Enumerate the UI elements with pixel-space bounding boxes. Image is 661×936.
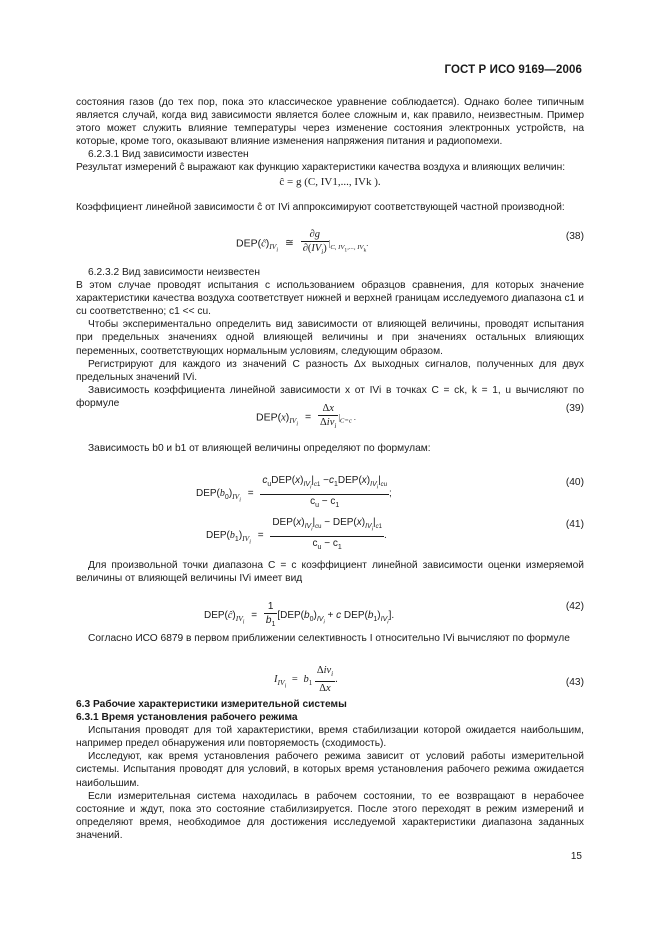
text-block-selectivity [76, 632, 584, 645]
paragraph-reference: В этом случае проводят испытания с использованием образцов сравнения, для которых значение характеристики качества воздуха соответствует нижней и верхней границам исследуемого диапазона c1 и cu соответственно; c1 << cu. [76, 280, 584, 318]
text-block-unknown [76, 266, 584, 410]
heading-6-2-3-1 [76, 148, 584, 161]
equation-38-expr: $DEP(ĉ)_{IV_i}$ ≅ $\frac{\partial g}{\partial(IV_i)}$ $|_{C, IV_1,..., IV_k}$. [236, 229, 369, 257]
text-block-b0b1 [76, 442, 584, 455]
equation-41-number: (41) [565, 519, 584, 530]
heading-6-2-3-2 [76, 266, 584, 279]
equation-40-number: (40) [565, 477, 584, 488]
paragraph-register: Регистрируют для каждого из значений C разность Δx выходных сигналов, полученных для двух предельных значений IVi. [76, 358, 584, 383]
paragraph-if-system: Если измерительная система находилась в рабочем состоянии, то ее возвращают в нерабочее состояние и ждут, пока это состояние стабилизируется. После этого переходят в режим измерений и определяют время, необходимое для достижения исследуемой характеристики диапазона заданных значений. [76, 790, 584, 841]
equation-40-expr: $DEP(b_0)_{IV_i}$ = $\frac{c_uDEP(x)_{IV_i}|_{c1} -c_1DEP(x)_{IV_i}|_{cu}}{c_u - c_1}$ ; [196, 475, 392, 510]
heading-6-2-3-1-text: 6.2.3.1 Вид зависимости известен [88, 149, 249, 161]
equation-39-number: (39) [565, 403, 584, 414]
equation-42-number: (42) [565, 601, 584, 612]
paragraph-selectivity: Согласно ИСО 6879 в первом приближении селективность I относительно IVi вычисляют по формуле [88, 633, 570, 644]
equation-43-expr: $I_{IV_i} = b_1$ $\frac{\Delta iv_i}{\Delta x}$ . [274, 665, 338, 695]
heading-6-3: 6.3 Рабочие характеристики измерительной системы [76, 699, 347, 710]
paragraph-arbitrary: Для произвольной точки диапазона C = c коэффициент линейной зависимости оценки измеряемой величины от влияющей величины IVi имеет вид [76, 560, 584, 585]
equation-function [76, 176, 584, 196]
paragraph-experimental: Чтобы экспериментально определить вид зависимости от влияющей величины, проводят испытания при предельных значениях одной влияющей величины и при значениях остальных влияющих переменных, соответствующих нормальным условиям, следующим образом. [76, 319, 584, 357]
equation-42 [76, 598, 584, 634]
paragraph-result: Результат измерений ĉ выражают как функцию характеристики качества воздуха и влияющих величин: [76, 162, 566, 174]
equation-38 [76, 226, 584, 264]
equation-40 [76, 472, 584, 510]
equation-function-expr: ĉ = g (C, IV1,..., IVk ). [279, 176, 381, 188]
equation-43-number: (43) [565, 677, 584, 688]
heading-6-2-3-2-text: 6.2.3.2 Вид зависимости неизвестен [88, 267, 260, 278]
paragraph-dependence: Зависимость коэффициента линейной зависимости x от IVi в точках C = ck, k = 1, u вычисляют по формуле [76, 384, 584, 409]
equation-38-number: (38) [565, 231, 584, 242]
equation-39-expr: $DEP(x)_{IV_i}$ = $\frac{\Delta x}{\Delta iv_i}$ $|_{C=c}$ . [256, 403, 356, 431]
equation-41 [76, 514, 584, 552]
equation-43 [76, 662, 584, 694]
text-block-coef [76, 201, 584, 214]
paragraph-tests: Испытания проводят для той характеристики, время стабилизации которой ожидается наибольшим, например предел обнаружения или повторяемость (сходимость). [76, 725, 584, 750]
equation-41-expr: $DEP(b_1)_{IV_i}$ = $\frac{DEP(x)_{IV_i}|_{cu} - DEP(x)_{IV_i}|_{c1}}{c_u - c_1}$ . [206, 517, 387, 552]
equation-42-expr: $DEP(ĉ)_{IV_i}$ = $\frac{1}{b_1}$ [$DEP(b_0)_{IV_i} + c$ $DEP(b_1)_{IV_i}$]. [204, 601, 395, 628]
paragraph-coef: Коэффициент линейной зависимости ĉ от IVi аппроксимируют соответствующей частной производной: [76, 202, 565, 213]
text-block-top [76, 96, 584, 175]
heading-6-3-1: 6.3.1 Время установления рабочего режима [76, 712, 298, 724]
equation-39 [76, 402, 584, 436]
paragraph-b0b1: Зависимость b0 и b1 от влияющей величины определяют по формулам: [88, 443, 431, 454]
document-header: ГОСТ Р ИСО 9169—2006 [444, 64, 582, 76]
paragraph-intro: состояния газов (до тех пор, пока это классическое уравнение соблюдается). Однако более типичным является случай, когда вид зависимости является более сложным и, как правило, неизвестным. Пример этого может служить влияние температуры через изменение состояния электронных устройств, на которые, кроме того, оказывают влияние изменения напряжения питания и радиопомехи. [76, 97, 584, 148]
text-block-arbitrary [76, 559, 584, 585]
text-block-section-6-3 [76, 698, 584, 842]
paragraph-investigate: Исследуют, как время установления рабочего режима зависит от условий работы измерительной системы. Испытания проводят для условий, в которых время установления рабочего режима ожидается наибольшим. [76, 751, 584, 789]
page-number: 15 [570, 851, 582, 862]
